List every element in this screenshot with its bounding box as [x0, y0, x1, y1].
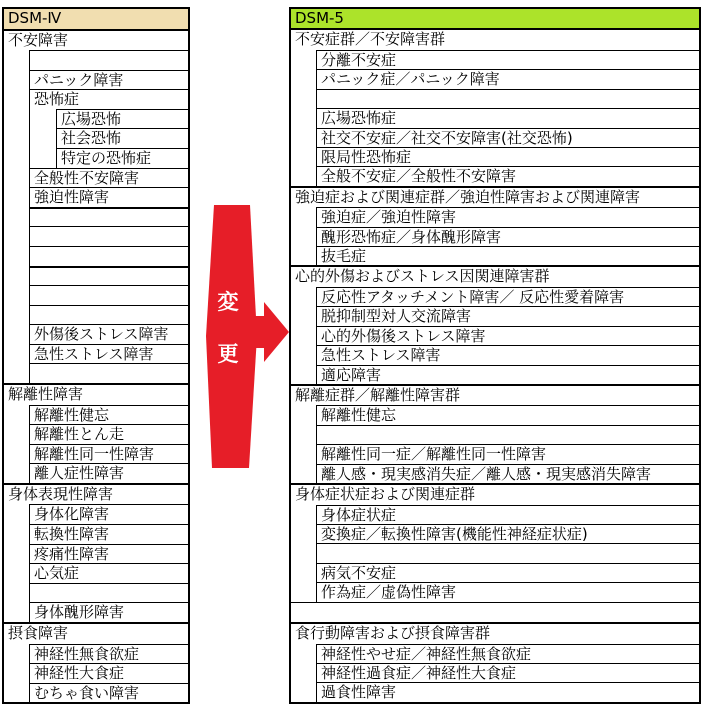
table-row: [4, 29, 188, 51]
indent-cell: [291, 644, 317, 663]
table-row: [291, 543, 699, 562]
indent-cell: [4, 344, 30, 364]
indent-cell: [291, 207, 317, 226]
table-header-row: [4, 9, 188, 29]
row-label: 神経性無食欲症: [30, 644, 188, 664]
table-row: [4, 622, 188, 644]
indent-cell: [30, 148, 57, 168]
row-label: 解離症群／解離性障害群: [295, 386, 461, 405]
empty-cell: [30, 363, 188, 383]
row-label: 変換症／転換性障害(機能性神経症状症): [317, 524, 699, 543]
indent-cell: [291, 147, 317, 166]
row-label: 解離性同一症／解離性同一性障害: [317, 444, 699, 463]
row-label: 病気不安症: [317, 563, 699, 582]
indent-cell: [291, 89, 317, 108]
indent-cell: [4, 504, 30, 524]
table-row: [4, 683, 188, 703]
row-label: 不安障害: [8, 30, 69, 49]
indent-cell: [4, 444, 30, 464]
table-row: [291, 28, 699, 49]
empty-cell: [30, 583, 188, 603]
table-row: [4, 504, 188, 524]
table-row: [4, 405, 188, 425]
indent-cell: [291, 287, 317, 306]
indent-cell: [291, 682, 317, 701]
table-row: [291, 108, 699, 127]
row-label: 身体症状症および関連症群: [295, 485, 476, 504]
row-label: 身体醜形障害: [30, 602, 188, 622]
table-row: [4, 148, 188, 168]
indent-cell: [4, 148, 30, 168]
row-label: 作為症／虚偽性障害: [317, 582, 699, 601]
row-label: むちゃ食い障害: [30, 683, 188, 703]
table-row: [291, 147, 699, 166]
row-label: 全般不安症／全般性不安障害: [317, 166, 699, 185]
row-label: 強迫性障害: [30, 187, 188, 207]
indent-cell: [291, 444, 317, 463]
table-row: [291, 582, 699, 601]
table-row: [291, 326, 699, 345]
table-row: [291, 464, 699, 483]
indent-cell: [291, 108, 317, 127]
row-label: 特定の恐怖症: [57, 148, 188, 168]
table-row: [4, 383, 188, 405]
indent-cell: [4, 128, 30, 148]
empty-cell: [317, 425, 699, 444]
row-label: 社会恐怖: [57, 128, 188, 148]
table-row: [291, 563, 699, 582]
table-row: [4, 644, 188, 664]
table-row: [4, 89, 188, 109]
row-label: 離人症性障害: [30, 463, 188, 483]
row-label: 神経性やせ症／神経性無食欲症: [317, 644, 699, 663]
indent-cell: [291, 345, 317, 364]
table-row: [4, 463, 188, 483]
table-row: [4, 663, 188, 683]
indent-cell: [291, 50, 317, 69]
row-label: 離人感・現実感消失症／離人感・現実感消失障害: [317, 464, 699, 483]
row-label: 抜毛症: [317, 246, 699, 265]
indent-cell: [291, 543, 317, 562]
table-row: [4, 266, 188, 286]
indent-cell: [4, 683, 30, 703]
indent-cell: [4, 246, 30, 266]
table-row: [291, 483, 699, 504]
indent-cell: [291, 326, 317, 345]
indent-cell: [291, 464, 317, 483]
row-label: 強迫症および関連症群／強迫性障害および関連障害: [295, 187, 641, 206]
row-label: 摂食障害: [8, 623, 69, 642]
table-row: [4, 483, 188, 505]
row-label: 神経性過食症／神経性大食症: [317, 663, 699, 682]
indent-cell: [4, 563, 30, 583]
arrow-body: [206, 205, 257, 468]
indent-cell: [4, 109, 30, 129]
indent-cell: [4, 89, 30, 109]
table-row: [4, 246, 188, 266]
row-label: 適応障害: [317, 365, 699, 384]
table-row: [291, 227, 699, 246]
row-label: 広場恐怖: [57, 109, 188, 129]
row-label: 恐怖症: [30, 89, 188, 109]
table-row: [4, 363, 188, 383]
dsm5-table: [289, 7, 701, 704]
row-label: 身体表現性障害: [8, 484, 114, 503]
indent-cell: [30, 109, 57, 129]
indent-cell: [4, 463, 30, 483]
arrow-label-change-1: 変: [217, 290, 239, 314]
row-label: 脱抑制型対人交流障害: [317, 306, 699, 325]
row-label: 解離性健忘: [317, 405, 699, 424]
indent-cell: [4, 644, 30, 664]
table-row: [291, 186, 699, 207]
indent-cell: [4, 70, 30, 90]
table-row: [291, 50, 699, 69]
table-row: [291, 69, 699, 88]
indent-cell: [291, 227, 317, 246]
table-row: [291, 644, 699, 663]
indent-cell: [291, 69, 317, 88]
table-header-row: [291, 9, 699, 28]
indent-cell: [291, 524, 317, 543]
indent-cell: [4, 524, 30, 544]
indent-cell: [4, 663, 30, 683]
empty-cell: [30, 246, 188, 266]
empty-cell: [30, 285, 188, 305]
indent-cell: [4, 363, 30, 383]
table-row: [291, 128, 699, 147]
table-row: [291, 207, 699, 226]
table-row: [4, 109, 188, 129]
indent-cell: [291, 166, 317, 185]
row-label: パニック障害: [30, 70, 188, 90]
dsm4-table: [2, 7, 190, 704]
table-row: [4, 324, 188, 344]
row-label: 急性ストレス障害: [317, 345, 699, 364]
table-row: [291, 246, 699, 265]
table-row: [291, 622, 699, 643]
indent-cell: [4, 285, 30, 305]
table-row: [291, 287, 699, 306]
indent-cell: [4, 168, 30, 188]
indent-cell: [4, 583, 30, 603]
table-row: [4, 305, 188, 325]
empty-cell: [317, 543, 699, 562]
indent-cell: [291, 128, 317, 147]
table-row: [4, 226, 188, 246]
table-row: [291, 345, 699, 364]
row-label: 反応性アタッチメント障害／ 反応性愛着障害: [317, 287, 699, 306]
table-row: [291, 265, 699, 286]
indent-cell: [4, 602, 30, 622]
row-label: 全般性不安障害: [30, 168, 188, 188]
row-label: 心的外傷およびストレス因関連障害群: [295, 267, 550, 286]
indent-cell: [4, 226, 30, 246]
dsm5-title: DSM-5: [291, 9, 699, 28]
indent-cell: [291, 306, 317, 325]
empty-cell: [30, 305, 188, 325]
row-label: 心的外傷後ストレス障害: [317, 326, 699, 345]
row-label: 解離性健忘: [30, 405, 188, 425]
row-label: 食行動障害および摂食障害群: [295, 624, 491, 643]
indent-cell: [291, 505, 317, 524]
table-row: [291, 166, 699, 185]
indent-cell: [4, 305, 30, 325]
empty-cell: [30, 50, 188, 70]
indent-cell: [4, 544, 30, 564]
table-row: [291, 663, 699, 682]
row-label: 醜形恐怖症／身体醜形障害: [317, 227, 699, 246]
row-label: 身体化障害: [30, 504, 188, 524]
empty-cell: [30, 207, 188, 227]
table-row: [4, 168, 188, 188]
row-label: 不安症群／不安障害群: [295, 30, 446, 49]
indent-cell: [4, 207, 30, 227]
indent-cell: [4, 324, 30, 344]
table-row: [291, 682, 699, 701]
row-label: 外傷後ストレス障害: [30, 324, 188, 344]
empty-cell: [30, 266, 188, 286]
empty-cell: [317, 89, 699, 108]
table-row: [4, 563, 188, 583]
table-row: [4, 424, 188, 444]
indent-cell: [291, 582, 317, 601]
table-row: [291, 384, 699, 405]
table-row: [291, 405, 699, 424]
row-label: 転換性障害: [30, 524, 188, 544]
indent-cell: [291, 663, 317, 682]
dsm4-title: DSM-Ⅳ: [4, 9, 188, 29]
table-row: [4, 524, 188, 544]
row-label: 強迫症／強迫性障害: [317, 207, 699, 226]
row-label: 身体症状症: [317, 505, 699, 524]
row-label: 限局性恐怖症: [317, 147, 699, 166]
row-label: 解離性とん走: [30, 424, 188, 444]
indent-cell: [4, 187, 30, 207]
table-row: [4, 207, 188, 227]
indent-cell: [291, 425, 317, 444]
table-row: [4, 583, 188, 603]
table-row: [291, 505, 699, 524]
row-label: 社交不安症／社交不安障害(社交恐怖): [317, 128, 699, 147]
table-row: [291, 524, 699, 543]
indent-cell: [291, 365, 317, 384]
indent-cell: [30, 128, 57, 148]
table-row: [291, 425, 699, 444]
table-row: [4, 187, 188, 207]
row-label: 疼痛性障害: [30, 544, 188, 564]
table-row: [4, 50, 188, 70]
table-row: [291, 89, 699, 108]
table-row: [291, 602, 699, 622]
table-row: [291, 306, 699, 325]
row-label: 急性ストレス障害: [30, 344, 188, 364]
indent-cell: [4, 424, 30, 444]
indent-cell: [291, 246, 317, 265]
table-row: [4, 544, 188, 564]
row-label: 分離不安症: [317, 50, 699, 69]
indent-cell: [291, 405, 317, 424]
table-row: [4, 285, 188, 305]
row-label: 過食性障害: [317, 682, 699, 701]
empty-cell: [291, 603, 699, 622]
row-label: 解離性同一性障害: [30, 444, 188, 464]
row-label: 解離性障害: [8, 384, 84, 403]
indent-cell: [291, 563, 317, 582]
table-row: [4, 70, 188, 90]
indent-cell: [4, 50, 30, 70]
row-label: 神経性大食症: [30, 663, 188, 683]
table-row: [4, 602, 188, 622]
table-row: [4, 444, 188, 464]
indent-cell: [4, 405, 30, 425]
row-label: パニック症／パニック障害: [317, 69, 699, 88]
table-row: [4, 128, 188, 148]
table-row: [4, 344, 188, 364]
arrow-label-change-2: 更: [217, 342, 239, 366]
table-row: [291, 365, 699, 384]
table-row: [291, 444, 699, 463]
row-label: 心気症: [30, 563, 188, 583]
change-arrow: [198, 198, 298, 478]
empty-cell: [30, 226, 188, 246]
row-label: 広場恐怖症: [317, 108, 699, 127]
indent-cell: [4, 266, 30, 286]
